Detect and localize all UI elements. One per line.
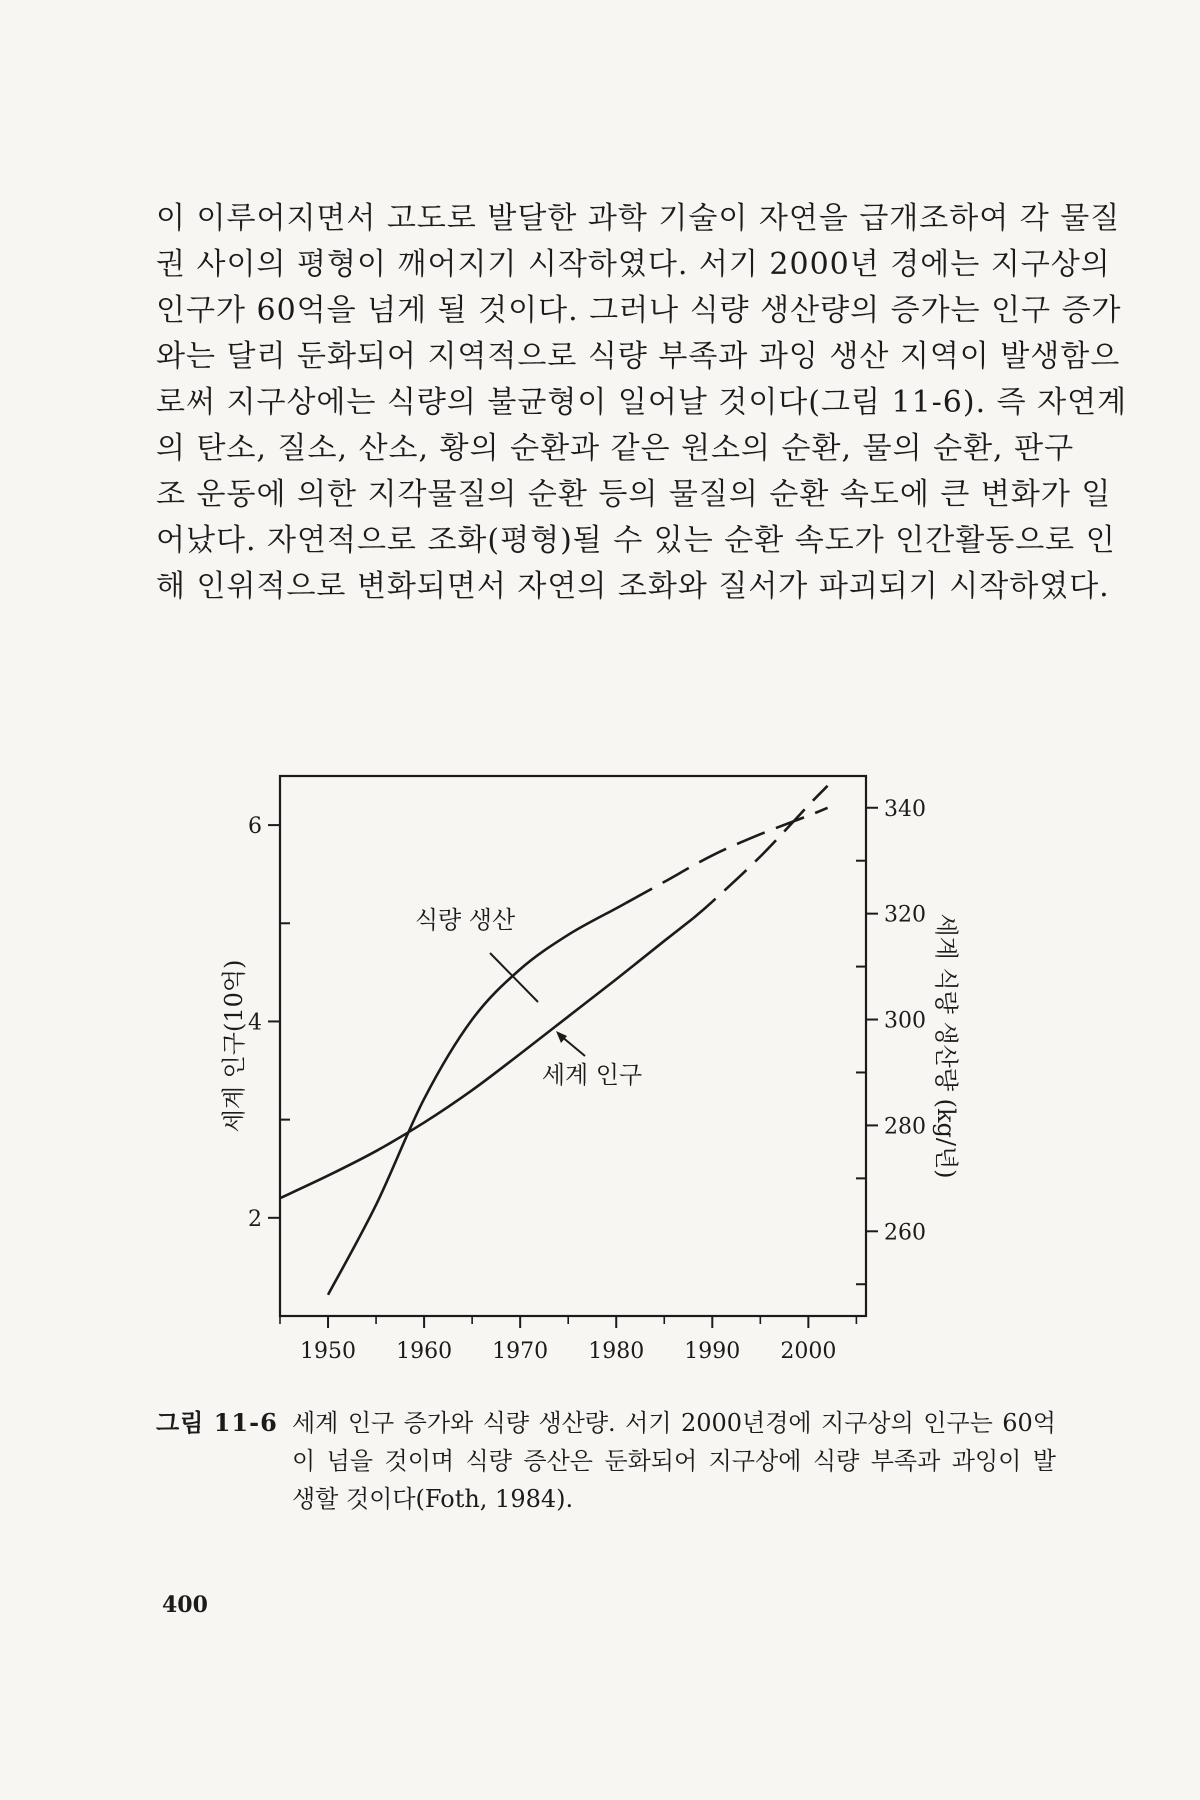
right-y-tick-label: 320 [884, 902, 926, 928]
caption-line: 이 넘을 것이며 식량 증산은 둔화되어 지구상에 식량 부족과 과잉이 발 [292, 1447, 1056, 1475]
body-line: 권 사이의 평형이 깨어지기 시작하였다. 서기 2000년 경에는 지구상의 [156, 247, 1111, 282]
arrow-head-icon [556, 1031, 567, 1043]
body-paragraph [156, 196, 1128, 610]
body-line: 조 운동에 의한 지각물질의 순환 등의 물질의 순환 속도에 큰 변화가 일 [156, 477, 1112, 512]
left-y-tick-label: 4 [248, 1010, 262, 1036]
body-line: 해 인위적으로 변화되면서 자연의 조화와 질서가 파괴되기 시작하였다. [156, 569, 1110, 604]
x-tick-label: 1970 [492, 1339, 549, 1360]
population-annotation-arrow [561, 1036, 585, 1056]
left-axis-label: 세계 인구(10억) [220, 959, 248, 1133]
body-line: 어났다. 자연적으로 조화(평형)될 수 있는 순환 속도가 인간활동으로 인 [156, 523, 1116, 558]
caption-line: 생할 것이다(Foth, 1984). [292, 1485, 574, 1513]
population-line-projected [693, 786, 827, 919]
right-y-tick-label: 300 [884, 1008, 926, 1034]
page-number: 400 [162, 1592, 208, 1618]
x-tick-label: 1990 [684, 1339, 741, 1360]
body-line: 의 탄소, 질소, 산소, 황의 순환과 같은 원소의 순환, 물의 순환, 판구 [156, 431, 1075, 466]
population-line [280, 918, 693, 1198]
x-tick-label: 1980 [588, 1339, 645, 1360]
series-lines [280, 786, 828, 1295]
left-y-tick-label: 2 [248, 1206, 262, 1232]
body-line: 로써 지구상에는 식량의 불균형이 일어날 것이다(그림 11-6). 즉 자연계 [156, 385, 1128, 420]
left-y-axis [248, 814, 290, 1316]
right-y-tick-label: 260 [884, 1220, 926, 1246]
food-production-annotation: 식량 생산 [414, 906, 516, 934]
x-tick-label: 2000 [780, 1339, 837, 1360]
x-tick-label: 1960 [396, 1339, 453, 1360]
right-y-tick-label: 340 [884, 796, 926, 822]
food-production-line [328, 903, 626, 1295]
body-line: 인구가 60억을 넘게 될 것이다. 그러나 식량 생산량의 증가는 인구 증가 [156, 293, 1122, 328]
caption-text [292, 1404, 1056, 1518]
population-annotation: 세계 인구 [541, 1061, 643, 1089]
left-y-tick-label: 6 [248, 814, 262, 840]
caption-line: 세계 인구 증가와 식량 생산량. 서기 2000년경에 지구상의 인구는 60억 [292, 1409, 1056, 1437]
x-tick-label: 1950 [300, 1339, 357, 1360]
right-y-tick-label: 280 [884, 1114, 926, 1140]
caption-label: 그림 11-6 [156, 1408, 278, 1437]
x-axis [280, 1316, 856, 1360]
body-line: 이 이루어지면서 고도로 발달한 과학 기술이 자연을 급개조하여 각 물질 [156, 201, 1121, 236]
body-line: 와는 달리 둔화되어 지역적으로 식량 부족과 과잉 생산 지역이 발생함으 [156, 339, 1121, 374]
right-axis-label: 세계 식량 생산량 (kg/년) [932, 913, 960, 1179]
population-food-chart [0, 740, 1200, 1360]
